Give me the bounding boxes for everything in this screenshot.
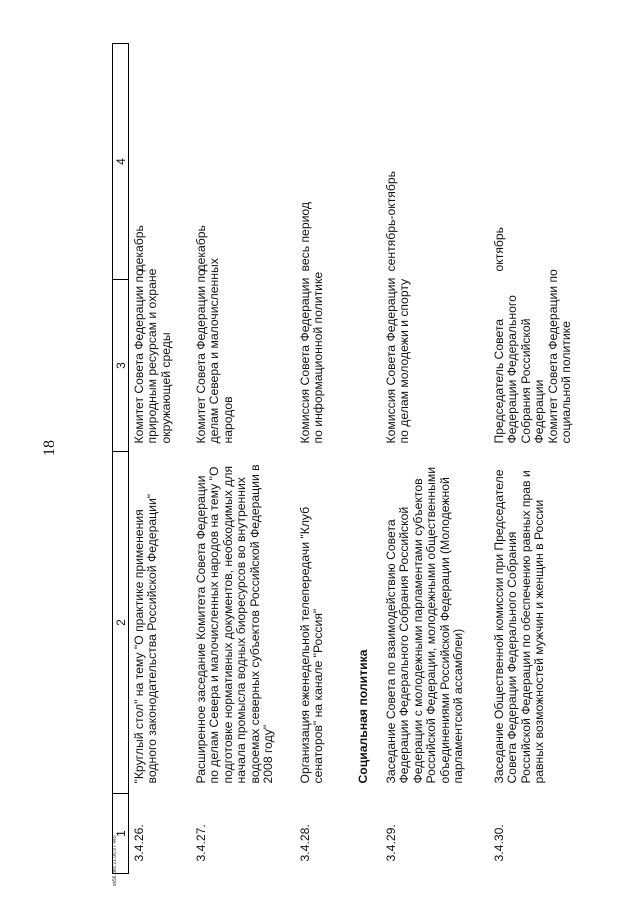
responsible-body [381, 277, 489, 452]
event-description [129, 452, 192, 794]
text-line: подготовке нормативных документов, необходимых для [220, 465, 235, 784]
text-line: социальной политике [559, 321, 574, 444]
event-description [191, 452, 295, 794]
item-number: 3.4.26. [132, 824, 146, 862]
table-row [489, 44, 573, 874]
table-row [129, 44, 192, 874]
text-line: Российской Федерации по обеспечению равных прав и [518, 470, 533, 784]
text-line: природным ресурсам и охране [145, 268, 160, 444]
text-line: равных возможностей мужчин и женщин в России [532, 499, 547, 784]
document-stamp: sk56.doc 21.06.07 445 [112, 835, 118, 886]
item-number: 3.4.27. [194, 824, 208, 862]
event-description [489, 452, 573, 794]
text-line: начала промысла водных биоресурсов во внутренних [234, 477, 249, 784]
item-number: 3.4.28. [298, 824, 312, 862]
text-line: сенаторов" на канале "Россия" [311, 608, 326, 784]
text-line: по делам Севера и малочисленных народов на тему "О [207, 466, 222, 784]
event-date: декабрь [194, 225, 208, 272]
text-line: водного законодательства Российской Федерации" [145, 493, 160, 784]
text-line: Федерации Федерального [505, 295, 520, 444]
text-line: Расширенное заседание Комитета Совета Федерации [194, 475, 208, 784]
plan-table [112, 43, 573, 874]
text-line: Федерации Федерального Собрания Российской [397, 506, 412, 784]
text-line: Организация еженедельной телепередачи "Клуб [298, 506, 312, 784]
table-row [381, 44, 489, 874]
text-line: Председатель Совета [492, 318, 506, 444]
text-line: объединениями Российской Федерации (Молодежной [437, 477, 452, 784]
event-date: декабрь [132, 225, 146, 272]
text-line: Комиссия Совета Федерации [298, 277, 312, 444]
event-description [381, 452, 489, 794]
responsible-body [489, 269, 574, 452]
text-line: по информационной политике [311, 271, 326, 444]
text-line: по делам молодежи и спорту [397, 278, 412, 444]
column-header-1: 1 [113, 794, 129, 874]
text-line: делам Севера и малочисленных [207, 258, 222, 444]
table-row [191, 44, 295, 874]
text-line: Заседание Совета по взаимодействию Совета [384, 519, 398, 784]
column-header-3: 3 [113, 280, 129, 452]
event-date: весь период [298, 201, 312, 272]
event-description [295, 452, 351, 794]
text-line: Комиссия Совета Федерации [384, 277, 398, 444]
responsible-body [129, 268, 192, 452]
rotated-table-container [112, 44, 630, 874]
text-line: 2008 году" [261, 724, 276, 784]
text-line: Совета Федерации Федерального Собрания [505, 531, 520, 784]
section-row [351, 44, 381, 874]
text-line: Комитет Совета Федерации по [132, 269, 146, 444]
section-title-text: Социальная политика [356, 649, 370, 784]
text-line: Комитет Совета Федерации по [545, 269, 560, 444]
text-line: "Круглый стол" на тему "О практике применения [132, 509, 146, 784]
text-line: Собрания Российской [518, 318, 533, 444]
event-date: сентябрь-октябрь [384, 171, 398, 272]
text-line: водоемах северных субъектов Российской Федерации в [247, 464, 262, 784]
table-row [295, 44, 351, 874]
column-header-4: 4 [113, 44, 129, 280]
responsible-body [191, 258, 295, 452]
column-header-2: 2 [113, 452, 129, 794]
event-date: октябрь [492, 226, 506, 272]
section-title [351, 452, 381, 794]
text-line: Федерации с молодежными парламентами субъектов [410, 478, 425, 784]
text-line: Российской Федерации, молодежными общественными [424, 466, 439, 784]
text-line: Комитет Совета Федерации по [194, 269, 208, 444]
responsible-body [295, 271, 351, 452]
item-number: 3.4.30. [492, 824, 506, 862]
text-line: Заседание Общественной комиссии при Председателе [492, 469, 506, 784]
item-number: 3.4.29. [384, 824, 398, 862]
column-number-row [113, 44, 129, 874]
text-line: народов [220, 396, 235, 444]
text-line: окружающей среды [158, 332, 173, 444]
text-line: Федерации [532, 379, 547, 444]
text-line: парламентской ассамблеи) [451, 628, 466, 784]
page-number: 18 [41, 440, 58, 456]
